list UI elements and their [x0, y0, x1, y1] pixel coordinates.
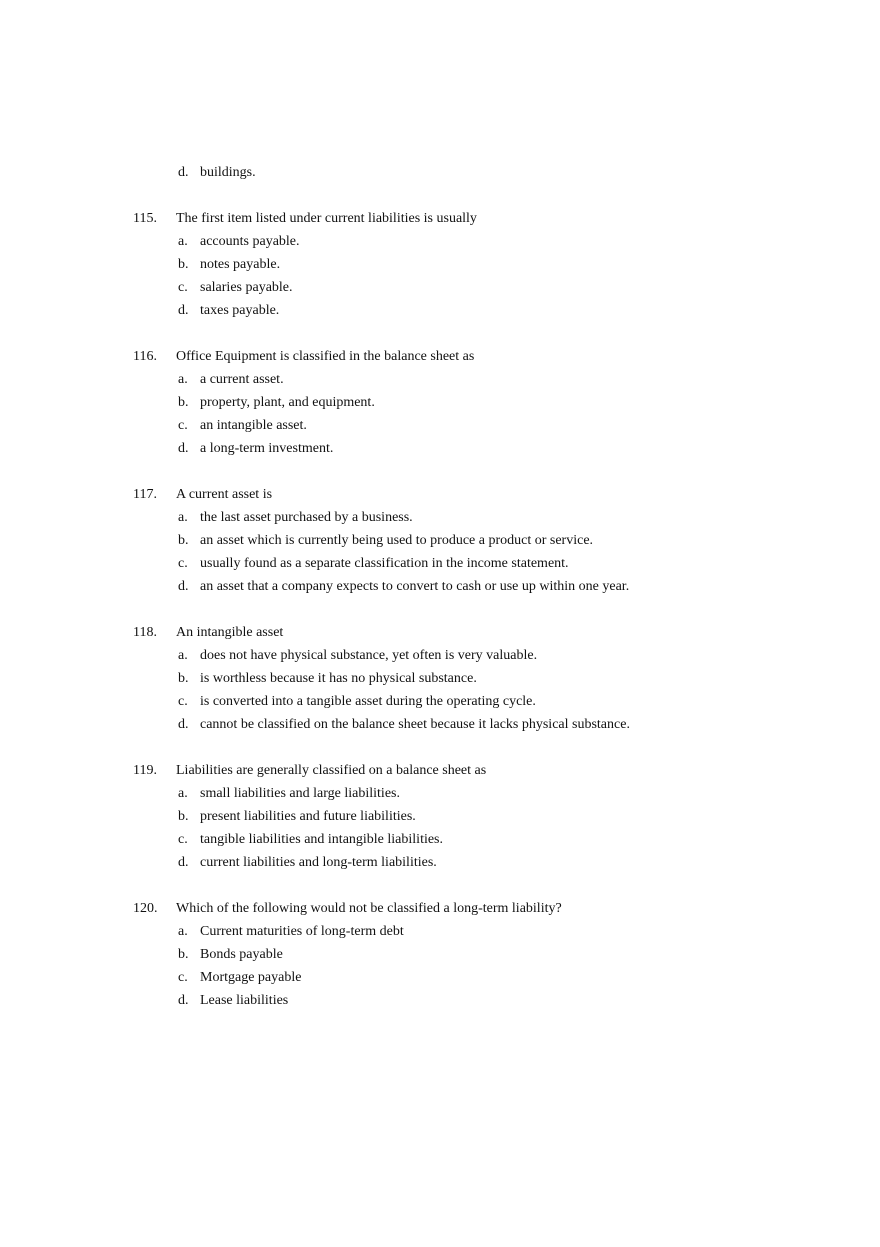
option	[0, 667, 880, 690]
option-letter: b.	[178, 809, 189, 824]
option	[0, 529, 880, 552]
question-text: A current asset is	[176, 487, 273, 502]
option-letter: a.	[178, 924, 188, 939]
option	[0, 989, 880, 1012]
option	[0, 943, 880, 966]
question-text: An intangible asset	[176, 625, 284, 640]
option-letter: a.	[178, 786, 188, 801]
option	[0, 575, 880, 598]
option-letter: c.	[178, 556, 188, 571]
option	[0, 805, 880, 828]
question-stem	[0, 897, 880, 920]
question-117	[0, 483, 880, 598]
question-text: The first item listed under current liabilities is usually	[176, 211, 477, 226]
question-number: 120.	[133, 901, 158, 916]
option-letter: b.	[178, 533, 189, 548]
option-letter: b.	[178, 257, 189, 272]
option-text: current liabilities and long-term liabilities.	[200, 855, 437, 870]
option-text: does not have physical substance, yet often is very valuable.	[200, 648, 538, 663]
question-text: Which of the following would not be classified a long-term liability?	[176, 901, 562, 916]
option-letter: d.	[178, 579, 189, 594]
option-text: Lease liabilities	[200, 993, 289, 1008]
question-number: 119.	[133, 763, 157, 778]
option-text: buildings.	[200, 165, 256, 180]
option	[0, 299, 880, 322]
option	[0, 161, 880, 184]
option-letter: a.	[178, 510, 188, 525]
option	[0, 391, 880, 414]
question-120	[0, 897, 880, 1012]
option	[0, 713, 880, 736]
option-letter: b.	[178, 395, 189, 410]
option-text: an asset that a company expects to convert to cash or use up within one year.	[200, 579, 630, 594]
option-text: accounts payable.	[200, 234, 300, 249]
option-letter: a.	[178, 648, 188, 663]
option	[0, 230, 880, 253]
question-119	[0, 759, 880, 874]
option-letter: c.	[178, 694, 188, 709]
option-letter: b.	[178, 947, 189, 962]
option	[0, 851, 880, 874]
option-text: an intangible asset.	[200, 418, 307, 433]
question-stem	[0, 483, 880, 506]
option	[0, 276, 880, 299]
option	[0, 966, 880, 989]
option-text: a long-term investment.	[200, 441, 334, 456]
option-text: salaries payable.	[200, 280, 293, 295]
option-letter: a.	[178, 372, 188, 387]
question-number: 116.	[133, 349, 157, 364]
option-letter: d.	[178, 855, 189, 870]
option-text: small liabilities and large liabilities.	[200, 786, 400, 801]
option-letter: d.	[178, 441, 189, 456]
option-letter: a.	[178, 234, 188, 249]
option	[0, 368, 880, 391]
option-letter: c.	[178, 418, 188, 433]
question-116	[0, 345, 880, 460]
option-text: Bonds payable	[200, 947, 283, 962]
option-letter: d.	[178, 303, 189, 318]
option-text: tangible liabilities and intangible liabilities.	[200, 832, 444, 847]
continued-options	[0, 161, 880, 184]
question-number: 117.	[133, 487, 157, 502]
question-115	[0, 207, 880, 322]
option-text: Current maturities of long-term debt	[200, 924, 404, 939]
option-text: is worthless because it has no physical substance.	[200, 671, 477, 686]
option	[0, 253, 880, 276]
option	[0, 644, 880, 667]
question-stem	[0, 759, 880, 782]
option	[0, 437, 880, 460]
option-text: property, plant, and equipment.	[200, 395, 375, 410]
option-text: a current asset.	[200, 372, 284, 387]
question-118	[0, 621, 880, 736]
option-text: is converted into a tangible asset during the operating cycle.	[200, 694, 536, 709]
option-letter: d.	[178, 717, 189, 732]
option	[0, 506, 880, 529]
option-text: usually found as a separate classification in the income statement.	[200, 556, 569, 571]
question-text: Office Equipment is classified in the balance sheet as	[176, 349, 475, 364]
option-letter: d.	[178, 165, 189, 180]
option	[0, 690, 880, 713]
question-number: 115.	[133, 211, 157, 226]
option	[0, 414, 880, 437]
option-text: the last asset purchased by a business.	[200, 510, 413, 525]
option-letter: c.	[178, 832, 188, 847]
question-stem	[0, 207, 880, 230]
option-letter: b.	[178, 671, 189, 686]
option-text: cannot be classified on the balance sheet because it lacks physical substance.	[200, 717, 630, 732]
option	[0, 552, 880, 575]
option-text: notes payable.	[200, 257, 281, 272]
question-text: Liabilities are generally classified on a balance sheet as	[176, 763, 487, 778]
question-stem	[0, 345, 880, 368]
option-letter: c.	[178, 280, 188, 295]
option-letter: d.	[178, 993, 189, 1008]
option	[0, 782, 880, 805]
option-text: present liabilities and future liabilities.	[200, 809, 416, 824]
option-text: taxes payable.	[200, 303, 280, 318]
option-letter: c.	[178, 970, 188, 985]
option	[0, 828, 880, 851]
option-text: Mortgage payable	[200, 970, 302, 985]
question-stem	[0, 621, 880, 644]
option	[0, 920, 880, 943]
question-list	[0, 207, 880, 1012]
option-text: an asset which is currently being used to produce a product or service.	[200, 533, 594, 548]
question-number: 118.	[133, 625, 157, 640]
